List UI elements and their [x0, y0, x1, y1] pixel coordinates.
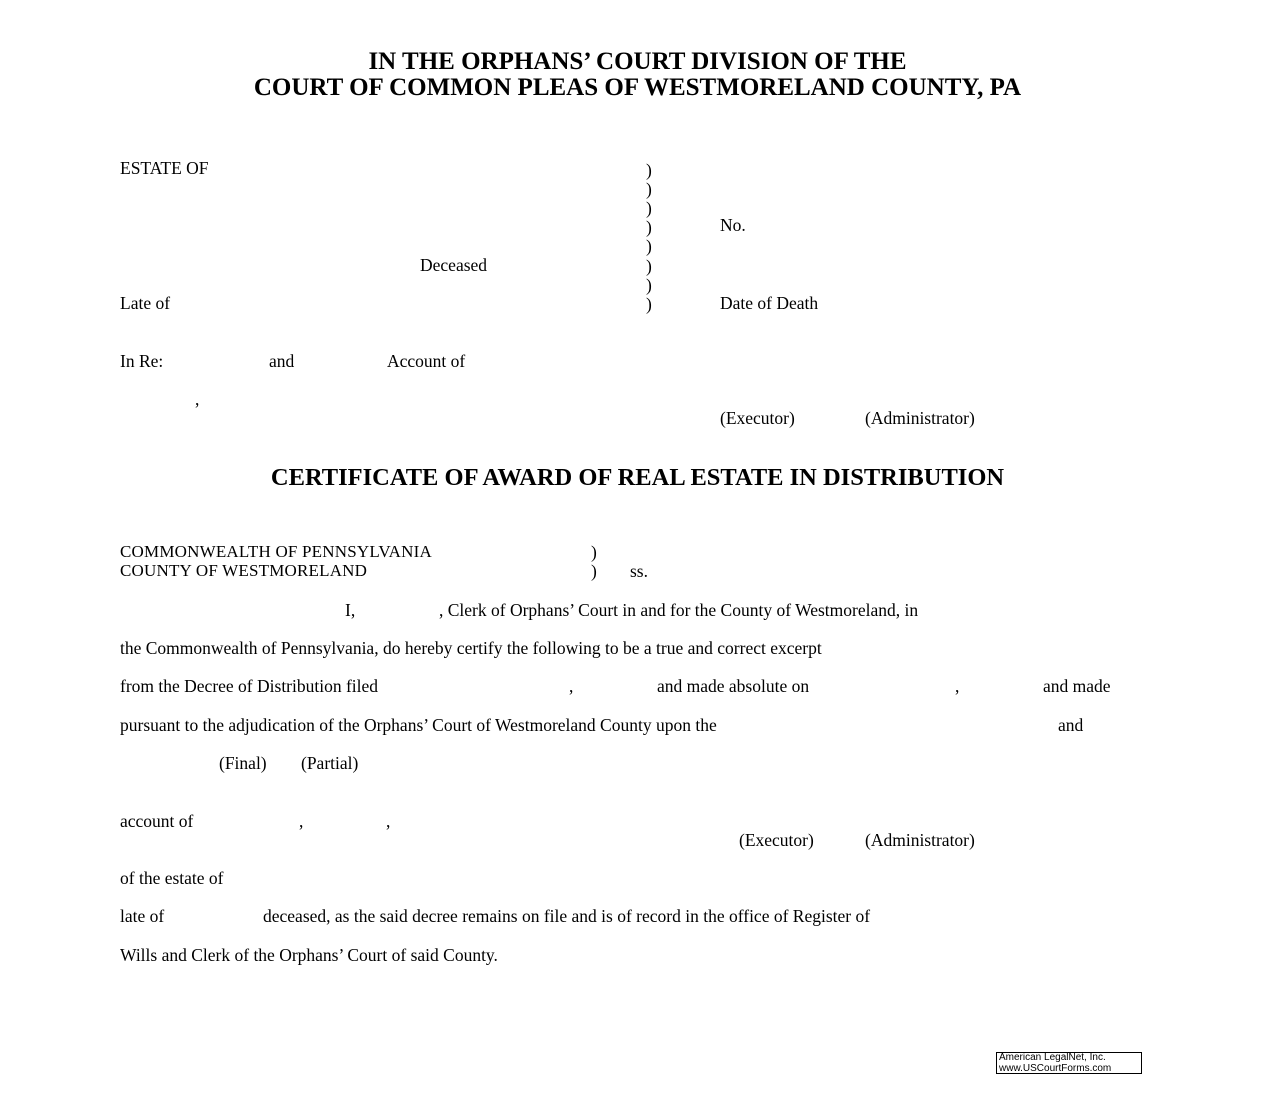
venue-commonwealth: COMMONWEALTH OF PENNSYLVANIA [120, 542, 432, 561]
caption-paren: ) [646, 256, 652, 276]
caption-paren: ) [646, 236, 652, 256]
partial-option: (Partial) [301, 753, 359, 773]
court-header-line2: COURT OF COMMON PLEAS OF WESTMORELAND COUNTY, PA [253, 74, 1022, 101]
body-line9: Wills and Clerk of the Orphans’ Court of said County. [120, 945, 498, 965]
executor-option: (Executor) [720, 408, 795, 428]
date-of-death-label: Date of Death [720, 293, 819, 313]
body-line2: the Commonwealth of Pennsylvania, do hereby certify the following to be a true and correct excerpt [120, 638, 822, 658]
case-number-label: No. [720, 215, 746, 235]
final-option: (Final) [219, 753, 267, 773]
caption-paren: ) [646, 179, 652, 199]
body-line3-comma: , [955, 676, 960, 696]
venue-county: COUNTY OF WESTMORELAND [120, 561, 368, 580]
body-line4-b: and [1058, 715, 1084, 735]
body-line6-comma: , [299, 811, 304, 831]
publisher-badge [996, 1052, 1142, 1074]
executor-option-body: (Executor) [739, 830, 814, 850]
body-account-of: account of [120, 811, 194, 831]
body-late-of: late of [120, 906, 165, 926]
publisher-name: American LegalNet, Inc. [999, 1052, 1106, 1063]
body-line1: , Clerk of Orphans’ Court in and for the County of Westmoreland, in [439, 600, 919, 620]
document-title: CERTIFICATE OF AWARD OF REAL ESTATE IN DISTRIBUTION [270, 464, 1005, 491]
body-line3-a: from the Decree of Distribution filed [120, 676, 379, 696]
court-header-line1: IN THE ORPHANS’ COURT DIVISION OF THE [368, 48, 907, 75]
administrator-option: (Administrator) [865, 408, 975, 428]
caption-paren: ) [646, 294, 652, 314]
body-line3-c: and made [1043, 676, 1111, 696]
in-re-comma: , [195, 389, 200, 409]
body-line6-comma: , [386, 811, 391, 831]
body-line4-a: pursuant to the adjudication of the Orphans’ Court of Westmoreland County upon the [120, 715, 717, 735]
late-of-label: Late of [120, 293, 171, 313]
in-re-label: In Re: [120, 351, 164, 371]
body-i: I, [345, 600, 356, 620]
body-line3-comma: , [569, 676, 574, 696]
estate-of-label: ESTATE OF [120, 158, 209, 178]
caption-paren: ) [646, 275, 652, 295]
publisher-url: www.USCourtForms.com [999, 1062, 1112, 1074]
in-re-and-label: and [269, 351, 295, 371]
caption-paren: ) [646, 198, 652, 218]
venue-ss: ss. [630, 561, 648, 581]
deceased-label: Deceased [420, 255, 488, 275]
caption-paren: ) [646, 217, 652, 237]
administrator-option-body: (Administrator) [865, 830, 975, 850]
account-of-label: Account of [387, 351, 466, 371]
caption-paren: ) [646, 160, 652, 180]
body-estate-of: of the estate of [120, 868, 224, 888]
body-line8: deceased, as the said decree remains on file and is of record in the office of Register of [263, 906, 871, 926]
body-line3-b: and made absolute on [657, 676, 810, 696]
venue-paren: ) [591, 542, 597, 562]
venue-paren: ) [591, 561, 597, 581]
